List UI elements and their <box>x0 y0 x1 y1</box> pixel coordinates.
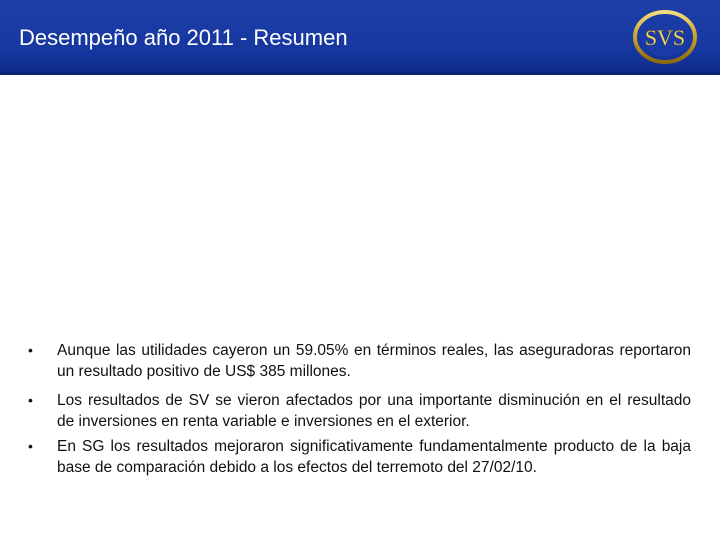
header-bar <box>0 0 720 72</box>
bullet-marker: • <box>28 392 33 408</box>
bullet-text: En SG los resultados mejoraron significativamente fundamentalmente producto de la baja base de comparación debido a los efectos del terremoto del 27/02/10. <box>57 438 691 476</box>
bullet-marker: • <box>28 438 33 454</box>
bullet-text: Los resultados de SV se vieron afectados por una importante disminución en el resultado de inversiones en renta variable e inversiones en el exterior. <box>57 392 691 430</box>
svs-logo <box>632 8 698 66</box>
header-divider <box>0 72 720 75</box>
bullet-marker: • <box>28 342 33 358</box>
bullet-text: Aunque las utilidades cayeron un 59.05% en términos reales, las aseguradoras reportaron un resultado positivo de US$ 385 millones. <box>57 342 691 380</box>
logo-text: SVS <box>644 25 686 50</box>
slide-title: Desempeño año 2011 - Resumen <box>19 25 348 50</box>
